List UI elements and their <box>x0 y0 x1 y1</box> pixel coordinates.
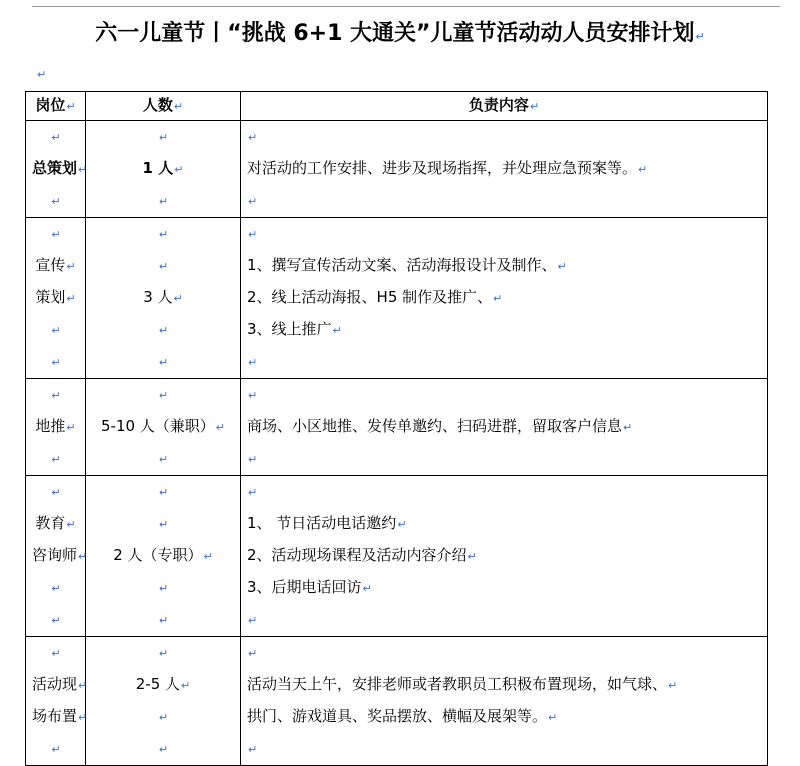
cell-line <box>92 411 234 443</box>
cell-line <box>247 185 761 217</box>
paragraph-mark-icon: ↵ <box>362 582 372 595</box>
role-cell <box>26 218 86 379</box>
cell-text: 1、 节日活动电话邀约 <box>247 514 397 532</box>
cell-line <box>32 443 79 475</box>
cell-line <box>247 637 761 669</box>
paragraph-mark-icon: ↵ <box>78 163 88 176</box>
paragraph-mark-icon: ↵ <box>158 389 169 402</box>
cell-line <box>92 250 234 282</box>
paragraph-mark-icon: ↵ <box>51 582 61 595</box>
cell-line <box>32 637 79 669</box>
paragraph-mark-icon: ↵ <box>158 582 169 595</box>
header-duty: 负责内容↵ <box>241 92 768 121</box>
paragraph-mark-icon: ↵ <box>493 292 503 305</box>
cell-text: 3、线上推广 <box>247 320 332 338</box>
paragraph-mark-icon: ↵ <box>66 100 76 113</box>
paragraph-mark-icon: ↵ <box>248 453 258 466</box>
paragraph-mark-icon: ↵ <box>51 324 61 337</box>
paragraph-mark-icon: ↵ <box>158 260 169 273</box>
cell-line <box>32 733 79 765</box>
cell-line <box>92 637 234 669</box>
header-count: 人数↵ <box>86 92 241 121</box>
paragraph-mark-icon: ↵ <box>248 195 258 208</box>
paragraph-mark-icon: ↵ <box>37 68 47 81</box>
table-row <box>26 121 768 218</box>
table-row <box>26 379 768 476</box>
cell-line <box>247 153 761 185</box>
cell-line <box>247 540 761 572</box>
cell-line <box>32 701 88 733</box>
cell-line <box>92 540 234 572</box>
cell-line <box>32 218 79 250</box>
paragraph-mark-icon: ↵ <box>66 518 76 531</box>
cell-text: 活动现 <box>32 675 78 693</box>
cell-line <box>32 604 79 636</box>
paragraph-mark-icon: ↵ <box>158 518 169 531</box>
cell-line <box>92 572 234 604</box>
cell-line <box>247 572 761 604</box>
cell-line <box>32 185 79 217</box>
paragraph-mark-icon: ↵ <box>397 518 407 531</box>
paragraph-mark-icon: ↵ <box>158 614 169 627</box>
paragraph-mark-icon: ↵ <box>174 163 184 176</box>
cell-line <box>247 314 761 346</box>
staff-plan-table <box>25 91 768 766</box>
paragraph-mark-icon: ↵ <box>158 743 169 756</box>
paragraph-mark-icon: ↵ <box>158 324 169 337</box>
count-cell <box>86 121 241 218</box>
cell-line <box>247 282 761 314</box>
table-row <box>26 476 768 637</box>
paragraph-mark-icon: ↵ <box>248 356 258 369</box>
paragraph-mark-icon: ↵ <box>66 421 76 434</box>
paragraph-mark-icon: ↵ <box>158 453 169 466</box>
paragraph-mark-icon: ↵ <box>248 389 258 402</box>
cell-text: 咨询师 <box>32 546 78 564</box>
cell-text: 商场、小区地推、发传单邀约、扫码进群，留取客户信息 <box>247 417 623 435</box>
paragraph-mark-icon: ↵ <box>638 163 648 176</box>
cell-line <box>247 669 761 701</box>
cell-text: 场布置 <box>32 707 78 725</box>
paragraph-mark-icon: ↵ <box>51 486 61 499</box>
cell-line <box>32 121 79 153</box>
table-header-row <box>26 92 768 121</box>
paragraph-mark-icon: ↵ <box>158 228 169 241</box>
cell-line <box>92 153 234 185</box>
paragraph-mark-icon: ↵ <box>173 292 183 305</box>
cell-line <box>92 218 234 250</box>
paragraph-mark-icon: ↵ <box>51 743 61 756</box>
cell-text: 宣传 <box>35 256 66 274</box>
count-cell <box>86 637 241 766</box>
paragraph-mark-icon: ↵ <box>548 711 558 724</box>
paragraph-mark-icon: ↵ <box>332 324 342 337</box>
paragraph-mark-icon: ↵ <box>51 356 61 369</box>
cell-text: 活动当天上午，安排老师或者教职员工积极布置现场，如气球、 <box>247 675 668 693</box>
cell-line <box>92 508 234 540</box>
paragraph-mark-icon: ↵ <box>66 292 76 305</box>
paragraph-mark-icon: ↵ <box>248 743 258 756</box>
cell-line <box>32 153 88 185</box>
cell-line <box>247 604 761 636</box>
paragraph-mark-icon: ↵ <box>557 260 567 273</box>
cell-line <box>247 701 761 733</box>
cell-line <box>32 508 79 540</box>
cell-text: 策划 <box>35 288 66 306</box>
paragraph-mark-icon: ↵ <box>78 550 88 563</box>
cell-line <box>32 572 79 604</box>
cell-line <box>92 476 234 508</box>
paragraph-mark-icon: ↵ <box>668 679 678 692</box>
cell-text: 2-5 人 <box>135 675 181 693</box>
cell-line <box>32 250 79 282</box>
cell-text: 2、活动现场课程及活动内容介绍 <box>247 546 467 564</box>
role-cell <box>26 121 86 218</box>
cell-line <box>32 346 79 378</box>
cell-line <box>247 379 761 411</box>
table-row <box>26 218 768 379</box>
cell-line <box>247 218 761 250</box>
cell-line <box>92 379 234 411</box>
count-cell <box>86 379 241 476</box>
cell-line <box>32 411 79 443</box>
cell-text: 2 人（专职） <box>113 546 203 564</box>
cell-line <box>32 282 79 314</box>
paragraph-mark-icon: ↵ <box>248 131 258 144</box>
cell-line <box>247 443 761 475</box>
duty-cell <box>241 218 768 379</box>
paragraph-mark-icon: ↵ <box>529 100 540 113</box>
document-title <box>0 18 800 53</box>
paragraph-mark-icon: ↵ <box>158 356 169 369</box>
paragraph-mark-icon: ↵ <box>51 228 61 241</box>
cell-text: 教育 <box>35 514 66 532</box>
paragraph-mark-icon: ↵ <box>181 679 191 692</box>
cell-line <box>32 669 88 701</box>
cell-line <box>92 604 234 636</box>
paragraph-mark-icon: ↵ <box>158 647 169 660</box>
document-title-text: 六一儿童节丨“挑战 6+1 大通关”儿童节活动动人员安排计划 <box>95 21 695 46</box>
cell-line <box>247 733 761 765</box>
duty-cell <box>241 476 768 637</box>
cell-text: 拱门、游戏道具、奖品摆放、横幅及展架等。 <box>247 707 548 725</box>
cell-line <box>32 476 79 508</box>
paragraph-mark-icon: ↵ <box>158 711 169 724</box>
paragraph-mark-icon: ↵ <box>78 679 88 692</box>
cell-line <box>92 443 234 475</box>
paragraph-mark-icon: ↵ <box>248 647 258 660</box>
cell-text: 总策划 <box>32 159 78 177</box>
cell-line <box>247 121 761 153</box>
cell-text: 3 人 <box>143 288 173 306</box>
paragraph-mark-icon: ↵ <box>173 100 184 113</box>
cell-text: 地推 <box>35 417 66 435</box>
cell-text: 3、后期电话回访 <box>247 578 362 596</box>
cell-text: 2、线上活动海报、H5 制作及推广、 <box>247 288 493 306</box>
paragraph-mark-icon: ↵ <box>66 260 76 273</box>
cell-line <box>92 121 234 153</box>
cell-text: 1 人 <box>142 159 174 177</box>
paragraph-mark-icon: ↵ <box>51 195 61 208</box>
paragraph-mark-icon: ↵ <box>467 550 477 563</box>
paragraph-mark-icon: ↵ <box>51 647 61 660</box>
paragraph-mark-icon: ↵ <box>51 453 61 466</box>
role-cell <box>26 379 86 476</box>
header-role: 岗位↵ <box>26 92 86 121</box>
paragraph-mark-icon: ↵ <box>215 421 226 434</box>
cell-line <box>247 346 761 378</box>
cell-line <box>32 314 79 346</box>
role-cell <box>26 476 86 637</box>
count-cell <box>86 476 241 637</box>
paragraph-mark-icon: ↵ <box>203 550 213 563</box>
cell-line <box>247 476 761 508</box>
duty-cell <box>241 379 768 476</box>
duty-cell <box>241 121 768 218</box>
cell-line <box>92 669 234 701</box>
paragraph-mark-icon: ↵ <box>51 389 61 402</box>
paragraph-mark-icon: ↵ <box>78 711 88 724</box>
cell-text: 5-10 人（兼职） <box>100 417 215 435</box>
paragraph-mark-icon: ↵ <box>158 131 169 144</box>
paragraph-mark-icon: ↵ <box>695 30 705 43</box>
paragraph-mark-icon: ↵ <box>248 228 258 241</box>
header-rule <box>32 6 780 7</box>
paragraph-mark-icon: ↵ <box>158 195 169 208</box>
cell-text: 1、撰写宣传活动文案、活动海报设计及制作、 <box>247 256 557 274</box>
paragraph-mark-icon: ↵ <box>51 614 61 627</box>
paragraph-mark-icon: ↵ <box>51 131 61 144</box>
count-cell <box>86 218 241 379</box>
cell-line <box>32 379 79 411</box>
paragraph-mark-icon: ↵ <box>158 486 169 499</box>
cell-line <box>92 701 234 733</box>
cell-line <box>247 411 761 443</box>
paragraph-mark-icon: ↵ <box>248 486 258 499</box>
cell-text: 对活动的工作安排、进步及现场指挥，并处理应急预案等。 <box>247 159 638 177</box>
table-row <box>26 637 768 766</box>
duty-cell <box>241 637 768 766</box>
paragraph-mark-icon: ↵ <box>623 421 633 434</box>
cell-line <box>92 346 234 378</box>
cell-line <box>247 508 761 540</box>
cell-line <box>92 185 234 217</box>
cell-line <box>92 733 234 765</box>
paragraph-mark-icon: ↵ <box>248 614 258 627</box>
role-cell <box>26 637 86 766</box>
cell-line <box>92 282 234 314</box>
cell-line <box>32 540 88 572</box>
cell-line <box>247 250 761 282</box>
cell-line <box>92 314 234 346</box>
